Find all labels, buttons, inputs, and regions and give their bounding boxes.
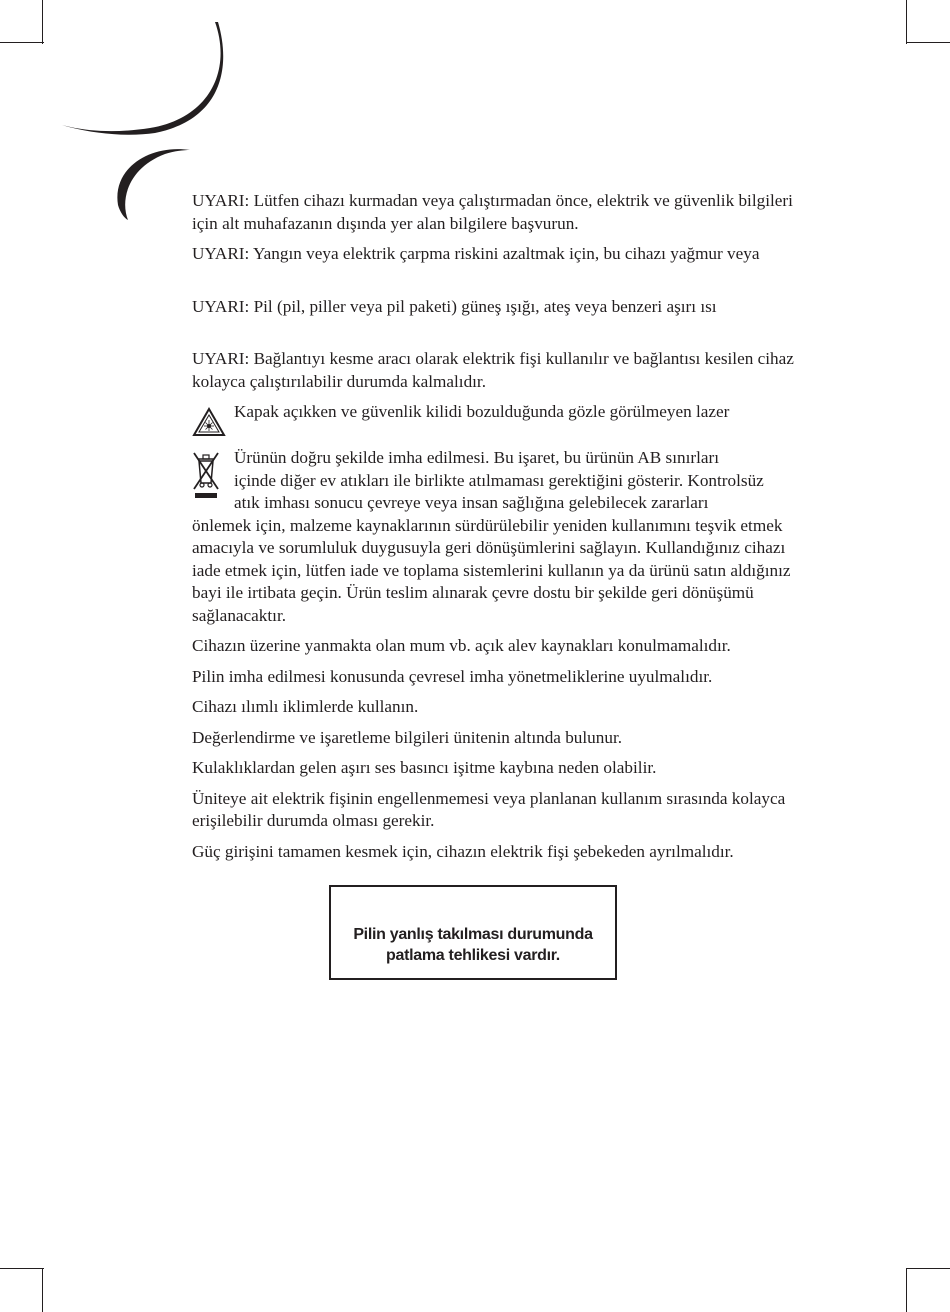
crop-mark	[906, 1268, 907, 1312]
safety-paragraph: Güç girişini tamamen kesmek için, cihazın elektrik fişi şebekeden ayrılmalıdır.	[192, 841, 734, 861]
safety-paragraph: Cihazın üzerine yanmakta olan mum vb. açık alev kaynakları konulmamalıdır.	[192, 636, 731, 655]
weee-text-continued: önlemek için, malzeme kaynaklarının sürdürülebilir yeniden kullanımını teşvik etmek amacıyla ve sorumluluk duygusuyla geri dönüşümlerini sağlayın. Kullandığınız cihazı iade etmek için, lütfen iade ve toplama sistemlerini kullanın ya da ürünü satın aldığınız bayi ile irtibata geçin. Ürün teslim alınarak çevre dostu bir şekilde geri dönüşümü sağlanacaktır.	[192, 515, 791, 625]
safety-paragraph: Üniteye ait elektrik fişinin engellenmemesi veya planlanan kullanım sırasında kolayca erişilebilir durumda olması gerekir.	[192, 788, 786, 830]
warning-paragraph: UYARI: Pil (pil, piller veya pil paketi) güneş ışığı, ateş veya benzeri aşırı ısı	[192, 296, 717, 316]
crop-mark	[0, 1268, 44, 1269]
battery-explosion-warning-box	[329, 885, 617, 980]
warning-paragraph: UYARI: Lütfen cihazı kurmadan veya çalıştırmadan önce, elektrik ve güvenlik bilgileri için alt muhafazanın dışında yer alan bilgilere başvurun.	[192, 191, 793, 233]
warning-paragraph: UYARI: Yangın veya elektrik çarpma riskini azaltmak için, bu cihazı yağmur veya	[192, 244, 760, 263]
weee-text-line: Ürünün doğru şekilde imha edilmesi. Bu işaret, bu ürünün AB sınırları	[234, 448, 720, 467]
safety-text-block	[192, 190, 812, 871]
safety-paragraph: Cihazı ılımlı iklimlerde kullanın.	[192, 697, 419, 716]
warning-box-line: Pilin yanlış takılması durumunda	[353, 926, 593, 943]
weee-paragraph	[192, 447, 812, 515]
weee-text-line: atık imhası sonucu çevreye veya insan sağlığına gelebilecek zararları	[234, 493, 709, 512]
warning-paragraph: UYARI: Bağlantıyı kesme aracı olarak elektrik fişi kullanılır ve bağlantısı kesilen cihaz kolayca çalıştırılabilir durumda kalmalıdır.	[192, 349, 794, 391]
laser-warning-text: Kapak açıkken ve güvenlik kilidi bozulduğunda gözle görülmeyen lazer	[234, 402, 730, 421]
warning-box-line: patlama tehlikesi vardır.	[386, 947, 560, 964]
safety-paragraph: Kulaklıklardan gelen aşırı ses basıncı işitme kaybına neden olabilir.	[192, 758, 657, 777]
crop-mark	[42, 1268, 43, 1312]
crossed-out-bin-icon	[192, 449, 220, 499]
crop-mark	[906, 42, 950, 43]
weee-text-line: içinde diğer ev atıkları ile birlikte atılmaması gerektiğini gösterir. Kontrolsüz	[234, 470, 764, 490]
laser-warning-icon	[192, 407, 226, 437]
crop-mark	[906, 1268, 950, 1269]
crop-mark	[906, 0, 907, 44]
safety-paragraph: Pilin imha edilmesi konusunda çevresel imha yönetmeliklerine uyulmalıdır.	[192, 666, 713, 686]
safety-paragraph: Değerlendirme ve işaretleme bilgileri ünitenin altında bulunur.	[192, 727, 623, 747]
laser-warning-paragraph	[192, 401, 812, 435]
